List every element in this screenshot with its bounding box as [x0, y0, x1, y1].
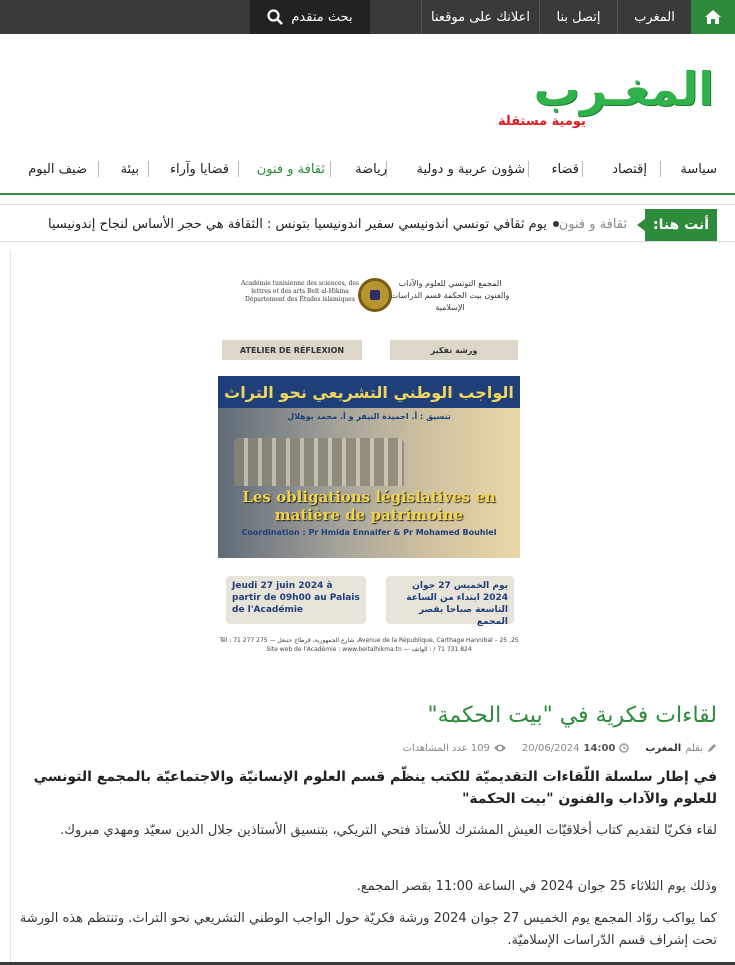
nav-separator	[660, 161, 661, 177]
view-count: 109 عدد المشاهدات	[402, 742, 490, 754]
article-meta	[402, 740, 717, 756]
nav-item-guest[interactable]: ضيف اليوم	[28, 161, 87, 177]
poster-date-fr: Jeudi 27 juin 2024 à partir de 09h00 au Palais de l'Académie	[226, 576, 366, 624]
poster-date-ar: يوم الخميس 27 جوان 2024 ابتداء من الساعة التاسعة صباحا بقصر المجمع	[386, 576, 514, 624]
breadcrumb-label: أنت هنا:	[645, 209, 717, 241]
pen-icon	[707, 743, 717, 753]
search-icon	[267, 9, 283, 25]
article-paragraph: كما يواكب روّاد المجمع يوم الخميس 27 جوان 2024 ورشة فكريّة حول الواجب الوطني التشريعي نحو التراث. وتنتظم هذه الورشة تحت إشراف قسم الدّراسات الإسلاميّة.	[19, 911, 717, 948]
article-image[interactable]	[218, 264, 520, 686]
topbar-link-contact[interactable]: إتصل بنا	[539, 0, 617, 34]
nav-separator	[98, 161, 99, 177]
author-name[interactable]: المغرب	[645, 742, 682, 754]
article-lead: في إطار سلسلة اللّقاءات التقديميّة للكتب ينظّم قسم العلوم الإنسانيّة والاجتماعيّة بالمجمع التونسي للعلوم والآداب والفنون "بيت الحكمة"	[33, 769, 717, 807]
poster-title-fr: Les obligations législatives en matière de patrimoine	[242, 488, 496, 524]
nav-item-opinions[interactable]: قضايا وآراء	[169, 161, 229, 177]
poster-footer: 25, Avenue de la République, Carthage Hannibal – 25، شارع الجمهورية، قرطاج حنبعل — Tél : 71 277 275 / 71 731 824 : الهاتف — Site web de l'Académie : www.beitalhikma.tn	[219, 637, 519, 653]
nav-item-culture[interactable]: ثقافة و فنون	[256, 161, 325, 177]
poster-header-fr: Académie tunisienne des sciences, des lettres et des arts Beït al-Hikma Département des Études islamiques	[241, 280, 359, 303]
clock-icon	[619, 743, 629, 753]
eye-icon	[494, 743, 506, 753]
publish-time: 14:00	[583, 742, 616, 754]
poster-banner	[218, 376, 520, 558]
nav-item-justice[interactable]: قضاء	[551, 161, 579, 177]
home-button[interactable]	[691, 0, 735, 34]
topbar-link-almaghrib[interactable]: المغرب	[617, 0, 691, 34]
poster-box-ar: ورشة تفكير	[390, 340, 518, 360]
nav-separator	[330, 161, 331, 177]
nav-item-environment[interactable]: بيئة	[120, 161, 139, 177]
nav-separator	[148, 161, 149, 177]
poster-header-ar: المجمع التونسي للعلوم والآداب والفنون بيت الحكمة قسم الدراسات الإسلامية	[390, 279, 510, 312]
nav-item-politics[interactable]: سياسة	[680, 161, 717, 177]
logo-tagline: يومية مستقلة	[498, 114, 586, 129]
nav-item-sports[interactable]: رياضة	[355, 161, 387, 177]
poster-box-fr: ATELIER DE RÉFLEXION	[222, 340, 362, 360]
main-nav	[0, 143, 735, 195]
nav-separator	[582, 161, 583, 177]
poster-coord-fr: Coordination : Pr Hmida Ennaifer & Pr Mohamed Bouhlel	[241, 528, 497, 537]
site-logo[interactable]	[478, 64, 714, 134]
nav-separator	[238, 161, 239, 177]
breadcrumb	[0, 204, 735, 242]
advanced-search-button[interactable]	[250, 0, 370, 34]
article-paragraph: وذلك يوم الثلاثاء 25 جوان 2024 في الساعة 11:00 بقصر المجمع.	[356, 879, 717, 894]
logo-wordmark: المغـرب	[533, 62, 714, 116]
breadcrumb-headline[interactable]: يوم ثقافي تونسي اندونيسي سفير اندونيسيا بتونس : الثقافة هي حجر الأساس لنجاح إندونيسيا	[48, 216, 547, 232]
article-title: لقاءات فكرية في "بيت الحكمة"	[427, 703, 717, 728]
poster-title-ar: الواجب الوطني التشريعي نحو التراث	[218, 376, 520, 408]
bullet-icon	[553, 221, 559, 227]
nav-separator	[528, 161, 529, 177]
top-bar	[0, 0, 735, 34]
academy-seal-icon	[358, 278, 392, 312]
topbar-link-advertise[interactable]: اعلانك على موقعنا	[421, 0, 539, 34]
publish-date: 20/06/2024	[521, 742, 580, 754]
nav-item-world[interactable]: شؤون عربية و دولية	[416, 161, 525, 177]
advanced-search-label: بحث متقدم	[291, 9, 353, 25]
article-paragraph: لقاء فكريّا لتقديم كتاب أخلاقيّات العيش المشترك للأستاذ فتحي التريكي، بتنسيق الأستاذين جلال الدين سعيّد ومهدي مبروك.	[60, 823, 717, 838]
author-prefix: بقلم	[685, 742, 703, 754]
nav-item-economy[interactable]: إقتصاد	[612, 161, 647, 177]
poster-coord-ar: تنسيق : أ. احميدة النيفر و أ. محمد بوهلال	[287, 412, 451, 421]
amphitheatre-image	[234, 438, 404, 486]
breadcrumb-category[interactable]: ثقافة و فنون	[558, 216, 627, 232]
home-icon	[705, 10, 721, 24]
